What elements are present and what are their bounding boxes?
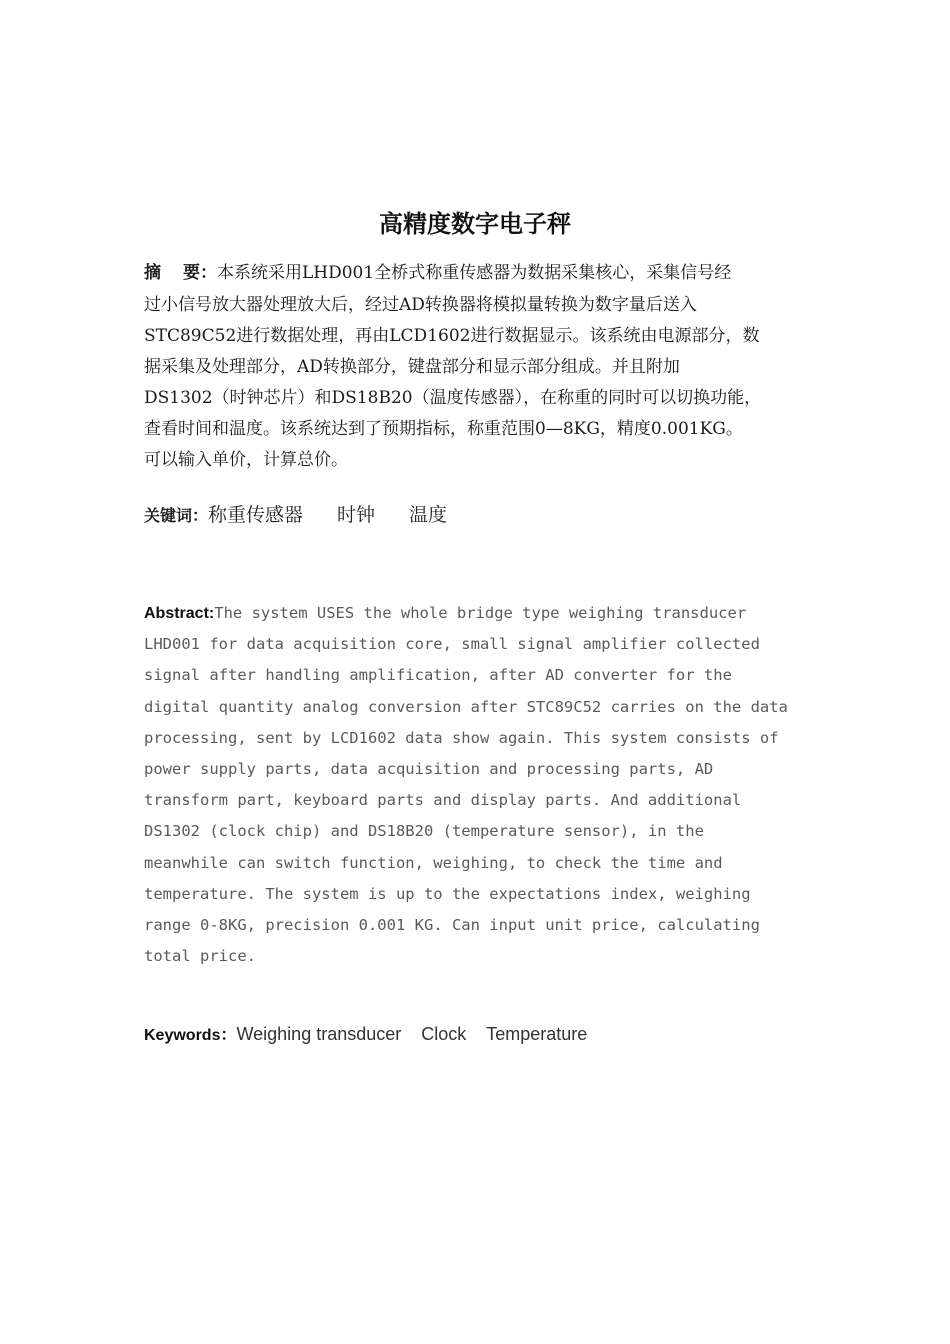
english-abstract bbox=[144, 598, 844, 972]
english-abstract-line: LHD001 for data acquisition core, small signal amplifier collected bbox=[144, 635, 760, 654]
english-keywords-label: Keywords： bbox=[144, 1027, 237, 1044]
english-abstract-label: Abstract: bbox=[144, 605, 215, 622]
chinese-abstract-label-char: 要： bbox=[183, 263, 217, 283]
chinese-abstract-line: 查看时间和温度。该系统达到了预期指标，称重范围0—8KG，精度0.001KG。 bbox=[144, 419, 743, 439]
chinese-abstract-text: 本系统采用LHD001全桥式称重传感器为数据采集核心，采集信号经 bbox=[217, 263, 732, 283]
english-abstract-line: power supply parts, data acquisition and processing parts, AD bbox=[144, 760, 714, 779]
english-abstract-line: transform part, keyboard parts and display parts. And additional bbox=[144, 791, 742, 810]
chinese-abstract-label-char: 摘 bbox=[144, 263, 161, 283]
english-abstract-line: signal after handling amplification, after AD converter for the bbox=[144, 666, 732, 685]
chinese-abstract-line: 据采集及处理部分，AD转换部分，键盘部分和显示部分组成。并且附加 bbox=[144, 357, 680, 377]
chinese-abstract-line bbox=[144, 258, 824, 289]
english-abstract-line bbox=[144, 598, 844, 629]
chinese-keyword: 时钟 bbox=[337, 504, 376, 526]
english-keyword: Clock bbox=[421, 1024, 467, 1044]
english-abstract-line: digital quantity analog conversion after STC89C52 carries on the data bbox=[144, 697, 788, 716]
english-keyword: Temperature bbox=[486, 1024, 588, 1044]
chinese-keyword: 温度 bbox=[409, 504, 448, 526]
chinese-abstract-line: 过小信号放大器处理放大后，经过AD转换器将模拟量转换为数字量后送入 bbox=[144, 295, 697, 315]
chinese-keywords bbox=[144, 500, 447, 527]
english-abstract-line: DS1302 (clock chip) and DS18B20 (temperature sensor), in the bbox=[144, 822, 704, 841]
chinese-abstract-label bbox=[144, 263, 217, 283]
chinese-abstract bbox=[144, 258, 824, 476]
english-keyword: Weighing transducer bbox=[236, 1024, 402, 1044]
chinese-abstract-line: STC89C52进行数据处理，再由LCD1602进行数据显示。该系统由电源部分，数 bbox=[144, 326, 760, 346]
english-abstract-line: temperature. The system is up to the expectations index, weighing bbox=[144, 884, 751, 903]
chinese-abstract-line: 可以输入单价，计算总价。 bbox=[144, 450, 348, 470]
english-abstract-line: processing, sent by LCD1602 data show again. This system consists of bbox=[144, 728, 779, 747]
english-keywords bbox=[144, 1022, 587, 1045]
english-abstract-line: total price. bbox=[144, 947, 256, 966]
english-abstract-text: The system USES the whole bridge type weighing transducer bbox=[214, 604, 747, 622]
chinese-abstract-line: DS1302（时钟芯片）和DS18B20（温度传感器），在称重的同时可以切换功能， bbox=[144, 388, 762, 408]
chinese-keyword: 称重传感器 bbox=[208, 504, 304, 526]
page-title: 高精度数字电子秤 bbox=[379, 210, 571, 238]
english-abstract-line: meanwhile can switch function, weighing, to check the time and bbox=[144, 853, 723, 872]
chinese-keywords-label: 关键词： bbox=[144, 506, 209, 525]
english-abstract-line: range 0-8KG, precision 0.001 KG. Can input unit price, calculating bbox=[144, 916, 760, 935]
